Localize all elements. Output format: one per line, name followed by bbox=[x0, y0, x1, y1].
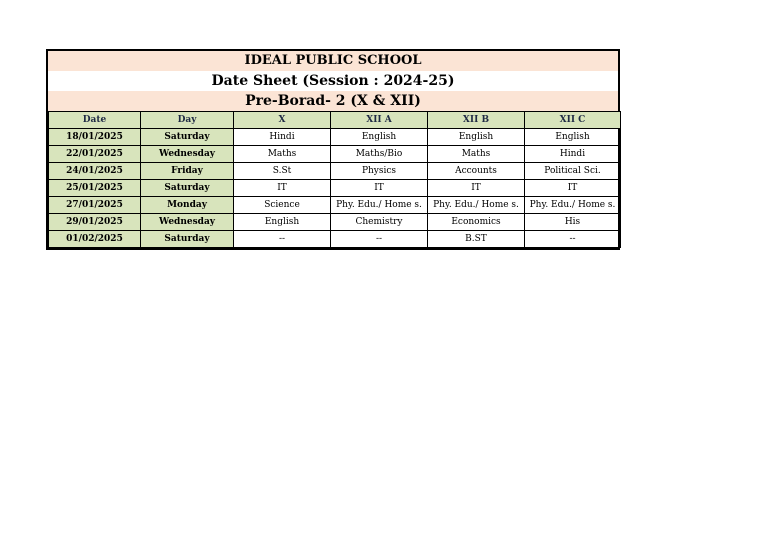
subject-cell: Science bbox=[234, 197, 331, 214]
subject-cell: Phy. Edu./ Home s. bbox=[525, 197, 621, 214]
sheet-title: Date Sheet (Session : 2024-25) bbox=[48, 71, 618, 91]
subject-cell: Physics bbox=[331, 163, 428, 180]
col-xii-b-header: XII B bbox=[428, 112, 525, 129]
day-cell: Saturday bbox=[141, 180, 234, 197]
col-day-header: Day bbox=[141, 112, 234, 129]
day-cell: Saturday bbox=[141, 129, 234, 146]
table-row bbox=[49, 163, 621, 180]
day-cell: Wednesday bbox=[141, 146, 234, 163]
col-xii-a-header: XII A bbox=[331, 112, 428, 129]
date-cell: 01/02/2025 bbox=[49, 231, 141, 248]
table-row bbox=[49, 129, 621, 146]
date-cell: 22/01/2025 bbox=[49, 146, 141, 163]
date-cell: 29/01/2025 bbox=[49, 214, 141, 231]
day-cell: Monday bbox=[141, 197, 234, 214]
subject-cell: Economics bbox=[428, 214, 525, 231]
subject-cell: Maths bbox=[428, 146, 525, 163]
exam-title: Pre-Borad- 2 (X & XII) bbox=[48, 91, 618, 111]
subject-cell: S.St bbox=[234, 163, 331, 180]
subject-cell: Phy. Edu./ Home s. bbox=[428, 197, 525, 214]
header-row bbox=[49, 112, 621, 129]
subject-cell: Hindi bbox=[525, 146, 621, 163]
school-name: IDEAL PUBLIC SCHOOL bbox=[48, 51, 618, 71]
subject-cell: B.ST bbox=[428, 231, 525, 248]
subject-cell: English bbox=[331, 129, 428, 146]
subject-cell: His bbox=[525, 214, 621, 231]
subject-cell: -- bbox=[525, 231, 621, 248]
subject-cell: English bbox=[525, 129, 621, 146]
col-xii-c-header: XII C bbox=[525, 112, 621, 129]
table-row bbox=[49, 231, 621, 248]
day-cell: Saturday bbox=[141, 231, 234, 248]
day-cell: Friday bbox=[141, 163, 234, 180]
subject-cell: -- bbox=[331, 231, 428, 248]
date-cell: 24/01/2025 bbox=[49, 163, 141, 180]
subject-cell: English bbox=[428, 129, 525, 146]
subject-cell: Maths bbox=[234, 146, 331, 163]
subject-cell: IT bbox=[525, 180, 621, 197]
col-date-header: Date bbox=[49, 112, 141, 129]
subject-cell: -- bbox=[234, 231, 331, 248]
subject-cell: IT bbox=[234, 180, 331, 197]
col-x-header: X bbox=[234, 112, 331, 129]
day-cell: Wednesday bbox=[141, 214, 234, 231]
subject-cell: English bbox=[234, 214, 331, 231]
subject-cell: Maths/Bio bbox=[331, 146, 428, 163]
subject-cell: Accounts bbox=[428, 163, 525, 180]
table-row bbox=[49, 214, 621, 231]
schedule-table bbox=[48, 111, 621, 248]
subject-cell: Political Sci. bbox=[525, 163, 621, 180]
date-sheet bbox=[46, 49, 620, 250]
subject-cell: IT bbox=[428, 180, 525, 197]
table-row bbox=[49, 180, 621, 197]
table-row bbox=[49, 146, 621, 163]
date-cell: 25/01/2025 bbox=[49, 180, 141, 197]
date-cell: 27/01/2025 bbox=[49, 197, 141, 214]
subject-cell: Chemistry bbox=[331, 214, 428, 231]
table-row bbox=[49, 197, 621, 214]
subject-cell: Phy. Edu./ Home s. bbox=[331, 197, 428, 214]
date-cell: 18/01/2025 bbox=[49, 129, 141, 146]
subject-cell: IT bbox=[331, 180, 428, 197]
subject-cell: Hindi bbox=[234, 129, 331, 146]
